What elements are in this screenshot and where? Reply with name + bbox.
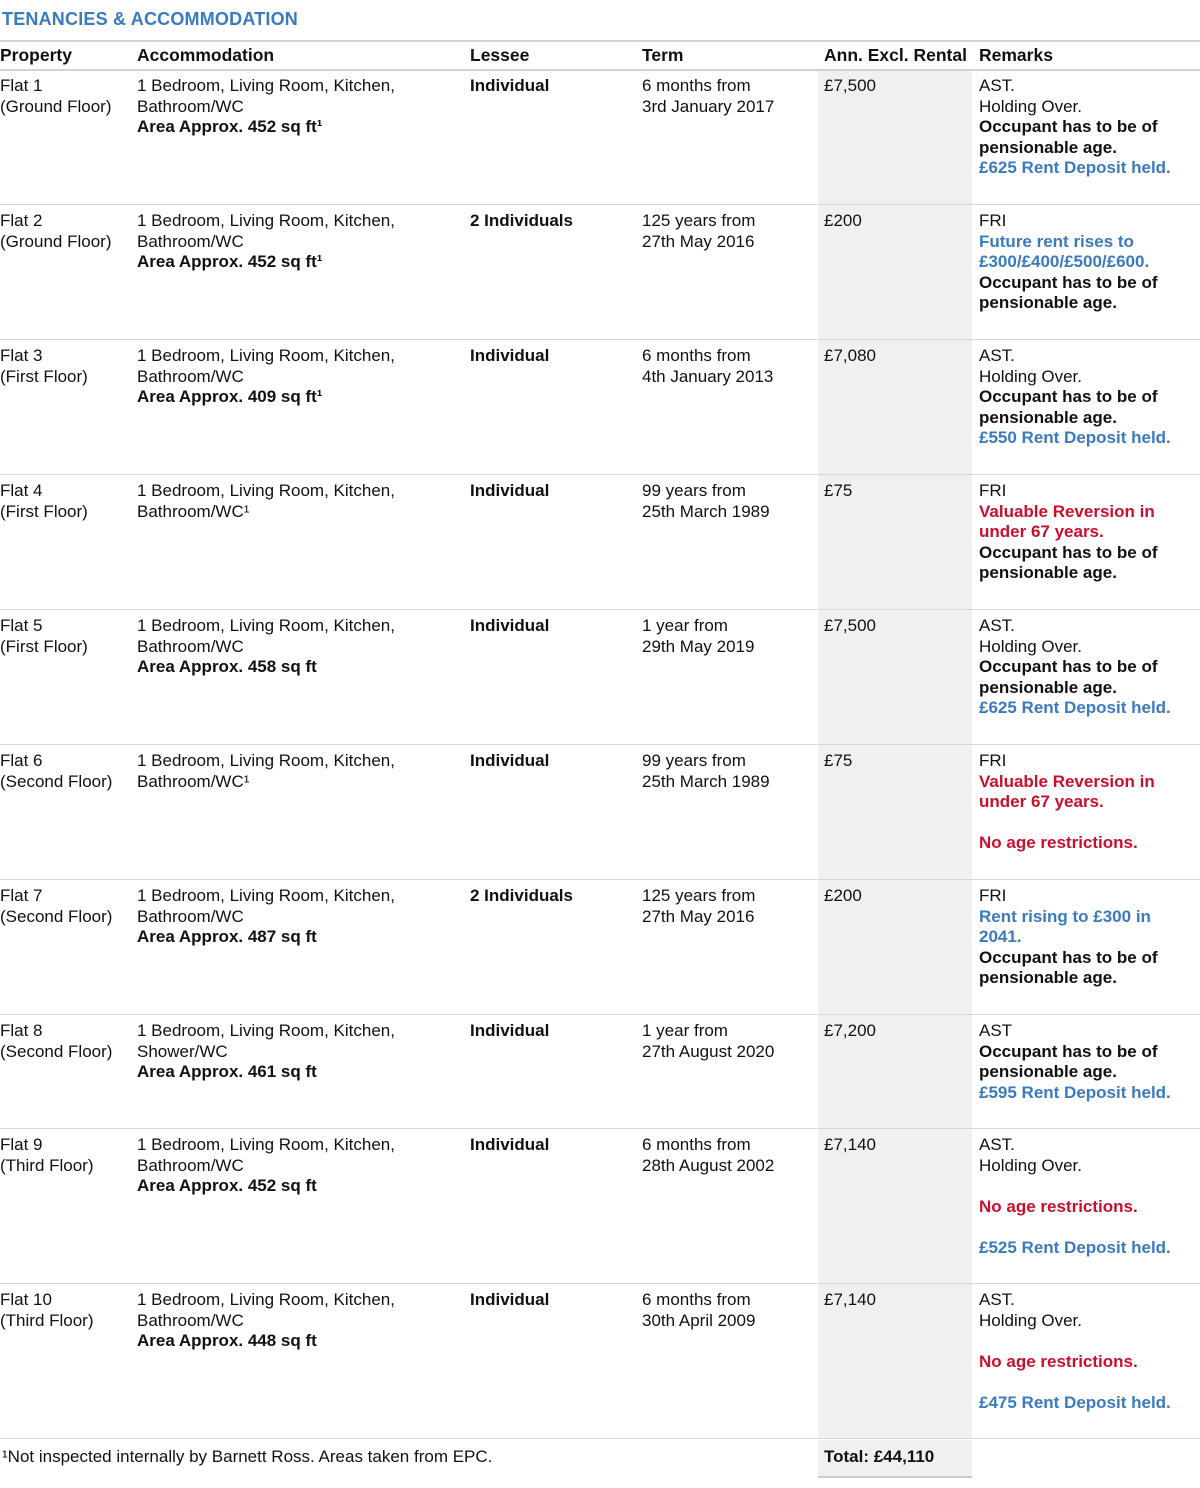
remarks-cell xyxy=(979,211,1199,314)
accommodation-cell xyxy=(137,211,457,273)
remarks-line: AST. xyxy=(979,346,1015,365)
header-annual-rental: Ann. Excl. Rental xyxy=(824,45,967,65)
term-cell xyxy=(642,886,812,927)
term-length: 99 years from xyxy=(642,481,746,500)
term-length: 6 months from xyxy=(642,346,751,365)
lessee-cell: Individual xyxy=(470,481,550,500)
table-row xyxy=(0,340,1200,475)
accommodation-area: Area Approx. 409 sq ft¹ xyxy=(137,387,323,407)
property-name: Flat 9 xyxy=(0,1135,43,1154)
remarks-line: FRI xyxy=(979,481,1007,500)
term-cell xyxy=(642,751,812,792)
remarks-spacer xyxy=(979,1217,1199,1238)
remarks-cell xyxy=(979,76,1199,179)
remarks-line: pensionable age. xyxy=(979,293,1117,313)
table-row xyxy=(0,70,1200,205)
remarks-line: AST. xyxy=(979,1290,1015,1309)
lessee-cell: 2 Individuals xyxy=(470,211,573,230)
accommodation-rooms: 1 Bedroom, Living Room, Kitchen, xyxy=(137,481,395,500)
lessee-cell: Individual xyxy=(470,1290,550,1309)
lessee-cell: Individual xyxy=(470,616,550,635)
accommodation-area: Area Approx. 452 sq ft¹ xyxy=(137,252,323,272)
lessee-cell: Individual xyxy=(470,76,550,95)
remarks-line: Occupant has to be of xyxy=(979,947,1158,967)
term-length: 125 years from xyxy=(642,211,756,230)
table-row xyxy=(0,610,1200,745)
remarks-spacer xyxy=(979,1176,1199,1197)
remarks-cell xyxy=(979,1135,1199,1259)
remarks-line: pensionable age. xyxy=(979,677,1117,697)
remarks-line: Holding Over. xyxy=(979,96,1082,116)
remarks-line: Future rent rises to xyxy=(979,231,1134,251)
table-row xyxy=(0,205,1200,340)
term-length: 125 years from xyxy=(642,886,756,905)
accommodation-area: Area Approx. 461 sq ft xyxy=(137,1062,317,1082)
accommodation-bathroom: Bathroom/WC¹ xyxy=(137,771,250,791)
property-floor: (Third Floor) xyxy=(0,1155,94,1175)
remarks-line: pensionable age. xyxy=(979,137,1117,157)
property-name: Flat 8 xyxy=(0,1021,43,1040)
term-length: 1 year from xyxy=(642,616,728,635)
remarks-line: £625 Rent Deposit held. xyxy=(979,158,1171,178)
term-cell xyxy=(642,211,812,252)
remarks-cell xyxy=(979,481,1199,584)
lessee-cell: 2 Individuals xyxy=(470,886,573,905)
property-floor: (Third Floor) xyxy=(0,1310,94,1330)
lessee-cell: Individual xyxy=(470,751,550,770)
term-length: 6 months from xyxy=(642,1135,751,1154)
remarks-line: Holding Over. xyxy=(979,366,1082,386)
term-start-date: 29th May 2019 xyxy=(642,636,755,656)
header-term: Term xyxy=(642,45,684,65)
accommodation-bathroom: Bathroom/WC xyxy=(137,231,244,251)
remarks-line: FRI xyxy=(979,751,1007,770)
term-start-date: 25th March 1989 xyxy=(642,771,770,791)
term-start-date: 27th May 2016 xyxy=(642,231,755,251)
remarks-line: Rent rising to £300 in xyxy=(979,906,1151,926)
table-row xyxy=(0,475,1200,610)
remarks-cell xyxy=(979,1290,1199,1414)
accommodation-bathroom: Bathroom/WC xyxy=(137,1310,244,1330)
term-cell xyxy=(642,616,812,657)
remarks-line: £300/£400/£500/£600. xyxy=(979,252,1150,272)
accommodation-rooms: 1 Bedroom, Living Room, Kitchen, xyxy=(137,886,395,905)
property-name: Flat 4 xyxy=(0,481,43,500)
property-cell xyxy=(0,1290,130,1331)
accommodation-cell xyxy=(137,616,457,678)
table-row xyxy=(0,745,1200,880)
remarks-line: pensionable age. xyxy=(979,407,1117,427)
accommodation-bathroom: Bathroom/WC¹ xyxy=(137,501,250,521)
term-cell xyxy=(642,76,812,117)
accommodation-cell xyxy=(137,1021,457,1083)
section-title: TENANCIES & ACCOMMODATION xyxy=(2,9,298,29)
remarks-line: £595 Rent Deposit held. xyxy=(979,1082,1171,1102)
remarks-line: Occupant has to be of xyxy=(979,272,1158,292)
term-length: 6 months from xyxy=(642,76,751,95)
term-cell xyxy=(642,1135,812,1176)
table-row xyxy=(0,1284,1200,1439)
remarks-line: pensionable age. xyxy=(979,563,1117,583)
accommodation-rooms: 1 Bedroom, Living Room, Kitchen, xyxy=(137,751,395,770)
remarks-line: £550 Rent Deposit held. xyxy=(979,428,1171,448)
annual-rental-cell: £7,500 xyxy=(824,616,876,635)
row-divider xyxy=(0,1438,1200,1439)
property-name: Flat 5 xyxy=(0,616,43,635)
property-floor: (Second Floor) xyxy=(0,1041,113,1061)
property-cell xyxy=(0,346,130,387)
property-floor: (Ground Floor) xyxy=(0,231,112,251)
annual-rental-cell: £7,140 xyxy=(824,1135,876,1154)
term-start-date: 28th August 2002 xyxy=(642,1155,775,1175)
term-length: 1 year from xyxy=(642,1021,728,1040)
accommodation-bathroom: Shower/WC xyxy=(137,1041,228,1061)
table-row xyxy=(0,1129,1200,1284)
remarks-line: Holding Over. xyxy=(979,636,1082,656)
term-cell xyxy=(642,1021,812,1062)
remarks-line: Holding Over. xyxy=(979,1310,1082,1330)
remarks-line: £625 Rent Deposit held. xyxy=(979,698,1171,718)
accommodation-area: Area Approx. 452 sq ft¹ xyxy=(137,117,323,137)
term-cell xyxy=(642,1290,812,1331)
header-property: Property xyxy=(0,45,72,65)
remarks-cell xyxy=(979,751,1199,854)
remarks-line: Occupant has to be of xyxy=(979,117,1158,137)
remarks-line: Occupant has to be of xyxy=(979,542,1158,562)
remarks-line: Occupant has to be of xyxy=(979,657,1158,677)
total-rental: Total: £44,110 xyxy=(824,1447,935,1466)
accommodation-rooms: 1 Bedroom, Living Room, Kitchen, xyxy=(137,211,395,230)
property-cell xyxy=(0,886,130,927)
lessee-cell: Individual xyxy=(470,1021,550,1040)
remarks-line: pensionable age. xyxy=(979,968,1117,988)
term-cell xyxy=(642,481,812,522)
property-name: Flat 2 xyxy=(0,211,43,230)
accommodation-cell xyxy=(137,1290,457,1352)
accommodation-area: Area Approx. 458 sq ft xyxy=(137,657,317,677)
annual-rental-cell: £7,080 xyxy=(824,346,876,365)
remarks-line: pensionable age. xyxy=(979,1062,1117,1082)
accommodation-area: Area Approx. 448 sq ft xyxy=(137,1331,317,1351)
property-name: Flat 6 xyxy=(0,751,43,770)
term-cell xyxy=(642,346,812,387)
annual-rental-cell: £75 xyxy=(824,751,853,770)
term-start-date: 25th March 1989 xyxy=(642,501,770,521)
remarks-line: Occupant has to be of xyxy=(979,1041,1158,1061)
accommodation-bathroom: Bathroom/WC xyxy=(137,366,244,386)
remarks-cell xyxy=(979,346,1199,449)
annual-rental-cell: £7,140 xyxy=(824,1290,876,1309)
property-floor: (First Floor) xyxy=(0,501,88,521)
remarks-line: 2041. xyxy=(979,927,1022,947)
remarks-cell xyxy=(979,616,1199,719)
annual-rental-cell: £200 xyxy=(824,886,862,905)
property-name: Flat 3 xyxy=(0,346,43,365)
accommodation-rooms: 1 Bedroom, Living Room, Kitchen, xyxy=(137,1021,395,1040)
property-cell xyxy=(0,1135,130,1176)
accommodation-bathroom: Bathroom/WC xyxy=(137,636,244,656)
accommodation-bathroom: Bathroom/WC xyxy=(137,1155,244,1175)
accommodation-bathroom: Bathroom/WC xyxy=(137,906,244,926)
property-floor: (First Floor) xyxy=(0,366,88,386)
annual-rental-cell: £200 xyxy=(824,211,862,230)
term-start-date: 4th January 2013 xyxy=(642,366,774,386)
property-cell xyxy=(0,616,130,657)
remarks-spacer xyxy=(979,1331,1199,1352)
property-name: Flat 10 xyxy=(0,1290,52,1309)
property-floor: (Second Floor) xyxy=(0,771,113,791)
remarks-line: £525 Rent Deposit held. xyxy=(979,1237,1171,1257)
footnote: ¹Not inspected internally by Barnett Ross. Areas taken from EPC. xyxy=(2,1447,493,1466)
lessee-cell: Individual xyxy=(470,346,550,365)
remarks-cell xyxy=(979,886,1199,989)
accommodation-cell xyxy=(137,886,457,948)
remarks-line: Valuable Reversion in xyxy=(979,771,1155,791)
remarks-line: Occupant has to be of xyxy=(979,387,1158,407)
accommodation-rooms: 1 Bedroom, Living Room, Kitchen, xyxy=(137,616,395,635)
remarks-line: under 67 years. xyxy=(979,522,1104,542)
property-cell xyxy=(0,751,130,792)
remarks-cell xyxy=(979,1021,1199,1103)
property-floor: (First Floor) xyxy=(0,636,88,656)
accommodation-cell xyxy=(137,481,457,522)
accommodation-area: Area Approx. 452 sq ft xyxy=(137,1176,317,1196)
remarks-line: AST. xyxy=(979,1135,1015,1154)
remarks-line: FRI xyxy=(979,211,1007,230)
remarks-spacer xyxy=(979,1372,1199,1393)
header-lessee: Lessee xyxy=(470,45,530,65)
annual-rental-cell: £7,200 xyxy=(824,1021,876,1040)
remarks-line: No age restrictions. xyxy=(979,1351,1138,1371)
accommodation-bathroom: Bathroom/WC xyxy=(137,96,244,116)
accommodation-rooms: 1 Bedroom, Living Room, Kitchen, xyxy=(137,76,395,95)
property-cell xyxy=(0,211,130,252)
annual-rental-cell: £75 xyxy=(824,481,853,500)
property-floor: (Second Floor) xyxy=(0,906,113,926)
term-start-date: 27th May 2016 xyxy=(642,906,755,926)
remarks-line: £475 Rent Deposit held. xyxy=(979,1392,1171,1412)
header-top-rule xyxy=(0,40,1200,42)
term-start-date: 27th August 2020 xyxy=(642,1041,775,1061)
accommodation-cell xyxy=(137,1135,457,1197)
property-name: Flat 1 xyxy=(0,76,43,95)
header-remarks: Remarks xyxy=(979,45,1053,65)
term-length: 99 years from xyxy=(642,751,746,770)
accommodation-rooms: 1 Bedroom, Living Room, Kitchen, xyxy=(137,1290,395,1309)
remarks-line: AST xyxy=(979,1021,1013,1040)
accommodation-cell xyxy=(137,751,457,792)
accommodation-rooms: 1 Bedroom, Living Room, Kitchen, xyxy=(137,1135,395,1154)
annual-rental-cell: £7,500 xyxy=(824,76,876,95)
term-start-date: 30th April 2009 xyxy=(642,1310,756,1330)
remarks-line: Valuable Reversion in xyxy=(979,501,1155,521)
table-row xyxy=(0,1015,1200,1129)
property-cell xyxy=(0,481,130,522)
accommodation-rooms: 1 Bedroom, Living Room, Kitchen, xyxy=(137,346,395,365)
remarks-spacer xyxy=(979,813,1199,834)
remarks-line: under 67 years. xyxy=(979,792,1104,812)
remarks-line: No age restrictions. xyxy=(979,1196,1138,1216)
property-cell xyxy=(0,1021,130,1062)
remarks-line: FRI xyxy=(979,886,1007,905)
term-length: 6 months from xyxy=(642,1290,751,1309)
header-accommodation: Accommodation xyxy=(137,45,275,65)
accommodation-cell xyxy=(137,346,457,408)
property-name: Flat 7 xyxy=(0,886,43,905)
accommodation-area: Area Approx. 487 sq ft xyxy=(137,927,317,947)
remarks-line: AST. xyxy=(979,616,1015,635)
remarks-line: AST. xyxy=(979,76,1015,95)
remarks-line: Holding Over. xyxy=(979,1155,1082,1175)
remarks-line: No age restrictions. xyxy=(979,833,1138,853)
lessee-cell: Individual xyxy=(470,1135,550,1154)
property-cell xyxy=(0,76,130,117)
table-row xyxy=(0,880,1200,1015)
term-start-date: 3rd January 2017 xyxy=(642,96,775,116)
property-floor: (Ground Floor) xyxy=(0,96,112,116)
accommodation-cell xyxy=(137,76,457,138)
